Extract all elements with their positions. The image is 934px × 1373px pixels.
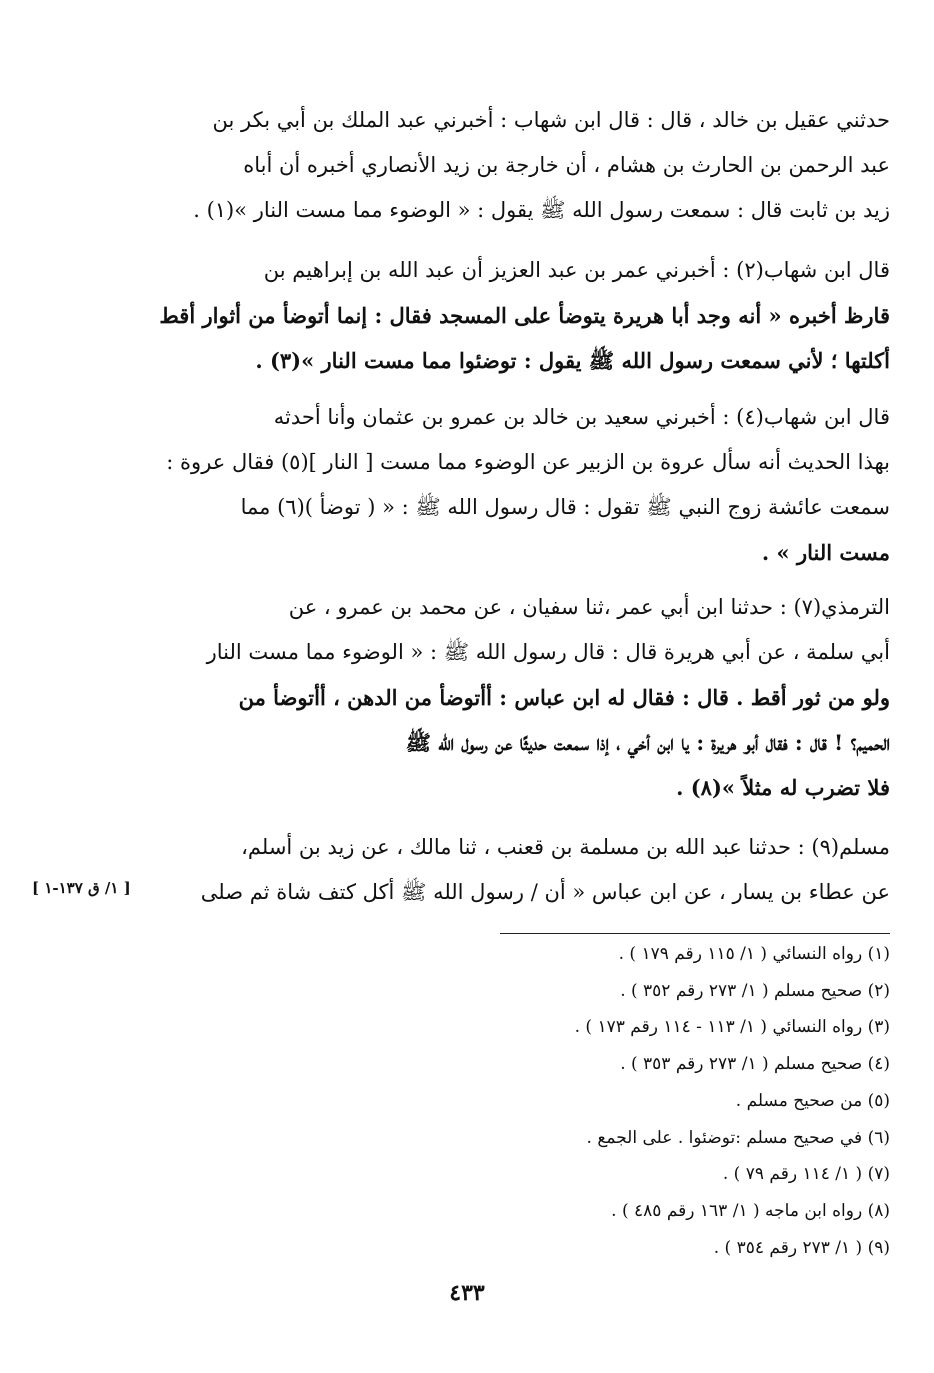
text-line: مست النار » . — [761, 540, 890, 565]
text-line: الترمذي(٧) : حدثنا ابن أبي عمر ،ثنا سفيان ، عن محمد بن عمرو ، عن — [288, 595, 890, 619]
paragraph-2 — [158, 248, 890, 383]
text-line: الحميم؟ ! قال : فقال أبو هريرة : يا ابن أخي ، إذا سمعت حديثًا عن رسول الله ﷺ — [405, 730, 890, 755]
footnote: (٢) صحيح مسلم ( ١/ ٢٧٣ رقم ٣٥٢ ) . — [620, 980, 890, 1001]
footnote: (١) رواه النسائي ( ١/ ١١٥ رقم ١٧٩ ) . — [618, 944, 890, 964]
footnotes — [400, 936, 890, 1266]
text-line: سمعت عائشة زوج النبي ﷺ تقول : قال رسول الله ﷺ : « ( توضأ )(٦) مما — [240, 495, 890, 519]
paragraph-1 — [158, 98, 890, 233]
footnote: (٩) ( ١/ ٢٧٣ رقم ٣٥٤ ) . — [713, 1237, 890, 1258]
text-line: بهذا الحديث أنه سأل عروة بن الزبير عن الوضوء مما مست [ النار ](٥) فقال عروة : — [166, 450, 890, 474]
text-line: قال ابن شهاب(٤) : أخبرني سعيد بن خالد بن عمرو بن عثمان وأنا أحدثه — [273, 405, 890, 429]
text-line: مسلم(٩) : حدثنا عبد الله بن مسلمة بن قعنب ، ثنا مالك ، عن زيد بن أسلم، — [241, 835, 890, 859]
text-line: حدثني عقيل بن خالد ، قال : قال ابن شهاب : أخبرني عبد الملك بن أبي بكر بن — [212, 108, 890, 132]
footnote: (٨) رواه ابن ماجه ( ١/ ١٦٣ رقم ٤٨٥ ) . — [611, 1200, 890, 1221]
page-number-text: ٤٣٣ — [449, 1280, 485, 1306]
footnote: (٦) في صحيح مسلم :توضئوا . على الجمع . — [586, 1127, 890, 1148]
text-line: فلا تضرب له مثلاً »(٨) . — [676, 775, 890, 800]
text-line: ولو من ثور أقط . قال : فقال له ابن عباس : أأتوضأ من الدهن ، أأتوضأ من — [238, 685, 890, 710]
paragraph-4 — [158, 585, 890, 810]
text-line: قال ابن شهاب(٢) : أخبرني عمر بن عبد العزيز أن عبد الله بن إبراهيم بن — [263, 258, 890, 282]
footnote-divider — [500, 933, 890, 934]
footnote: (٧) ( ١/ ١١٤ رقم ٧٩ ) . — [722, 1164, 890, 1185]
text-line: زيد بن ثابت قال : سمعت رسول الله ﷺ يقول : « الوضوء مما مست النار »(١) . — [193, 198, 890, 222]
text-line: عن عطاء بن يسار ، عن ابن عباس « أن / رسول الله ﷺ أكل كتف شاة ثم صلى — [200, 880, 890, 904]
manuscript-margin-note: [ ١/ ق ١٣٧-١ ] — [32, 879, 131, 897]
text-line: أكلتها ؛ لأني سمعت رسول الله ﷺ يقول : توضئوا مما مست النار »(٣) . — [255, 348, 890, 373]
text-line: أبي سلمة ، عن أبي هريرة قال : قال رسول الله ﷺ : « الوضوء مما مست النار — [206, 640, 890, 664]
text-line: قارظ أخبره « أنه وجد أبا هريرة يتوضأ على المسجد فقال : إنما أتوضأ من أثوار أقط — [159, 303, 890, 328]
paragraph-5 — [158, 825, 890, 915]
footnote: (٣) رواه النسائي ( ١/ ١١٣ - ١١٤ رقم ١٧٣ ) . — [574, 1017, 890, 1038]
text-line: عبد الرحمن بن الحارث بن هشام ، أن خارجة بن زيد الأنصاري أخبره أن أباه — [243, 153, 890, 177]
paragraph-3 — [158, 395, 890, 575]
footnote: (٥) من صحيح مسلم . — [735, 1090, 890, 1111]
footnote: (٤) صحيح مسلم ( ١/ ٢٧٣ رقم ٣٥٣ ) . — [620, 1054, 890, 1075]
